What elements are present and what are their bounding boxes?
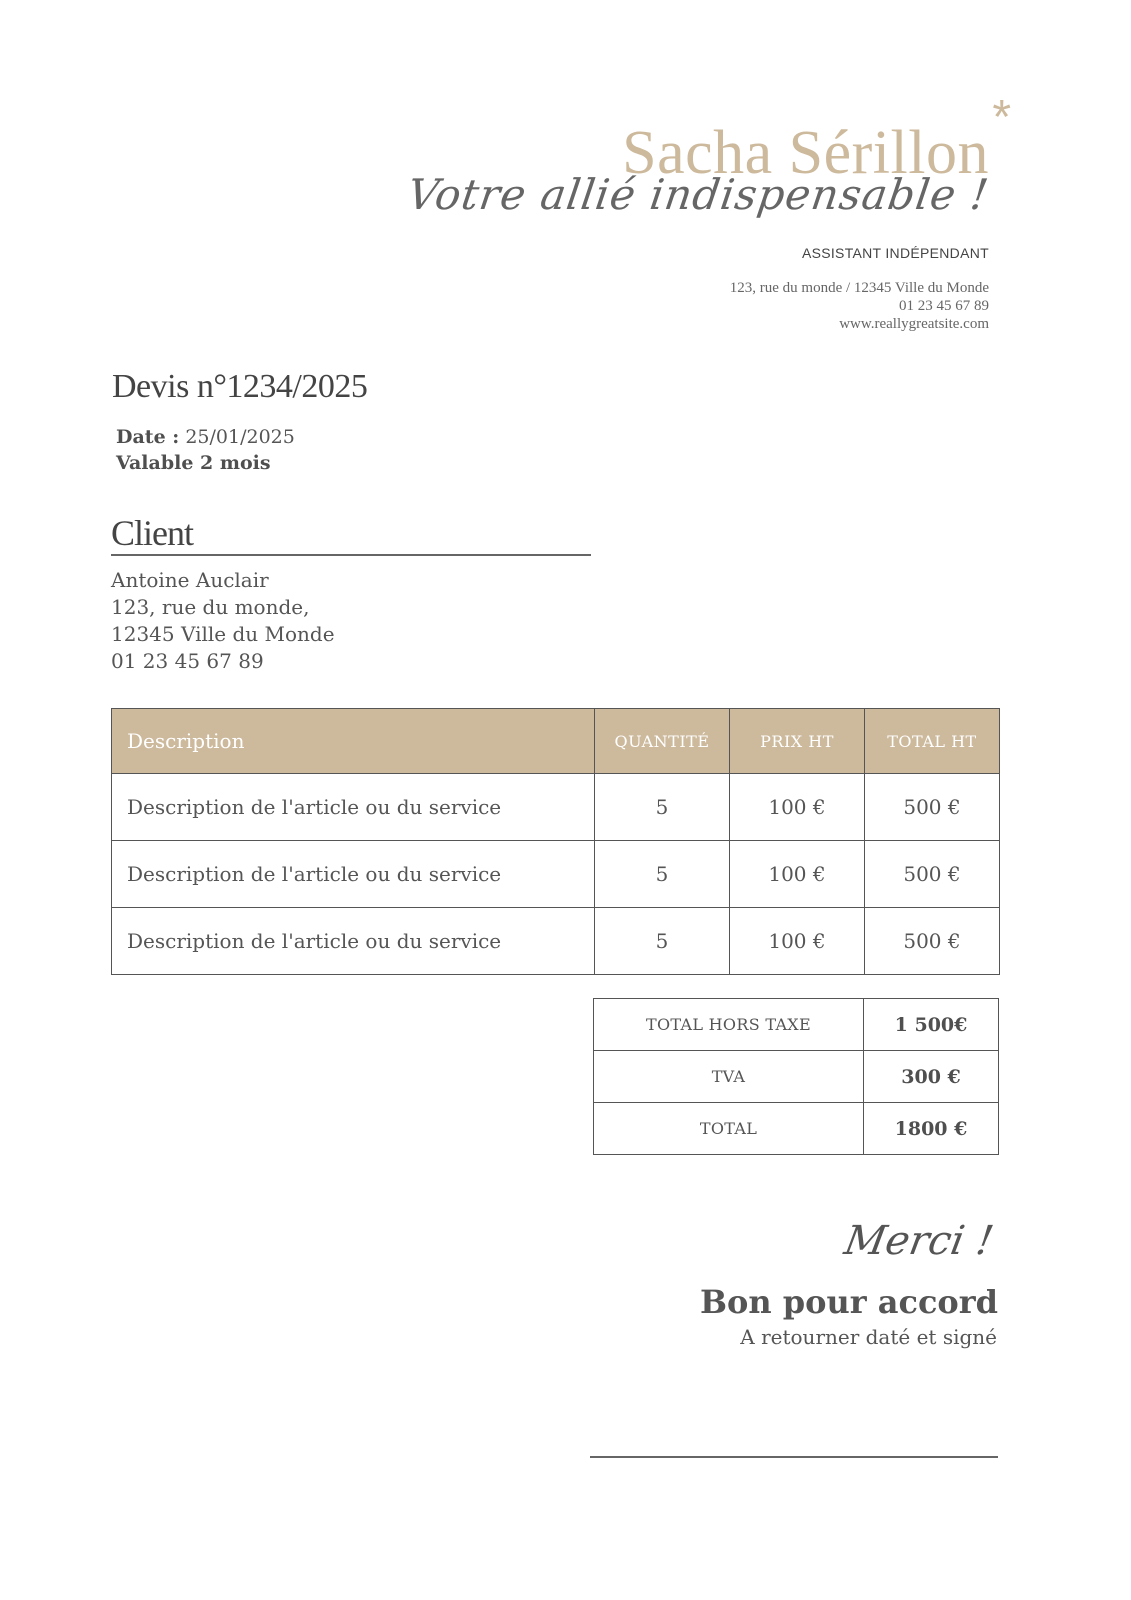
grand-total-value: 1800 € [864, 1103, 999, 1155]
quote-date [116, 426, 295, 448]
asterisk-icon: * [992, 91, 1011, 144]
brand-name: Sacha Sérillon [622, 119, 989, 187]
client-name: Antoine Auclair [111, 568, 269, 592]
client-street: 123, rue du monde, [111, 595, 310, 619]
tva-value: 300 € [864, 1051, 999, 1103]
quote-validity: Valable 2 mois [116, 452, 271, 474]
client-divider [111, 554, 591, 556]
totals-row [594, 1103, 999, 1155]
client-city: 12345 Ville du Monde [111, 622, 335, 646]
tagline: Votre allié indispensable ! [404, 170, 993, 219]
item-unit-price: 100 € [730, 841, 865, 908]
tva-label: TVA [594, 1051, 864, 1103]
contact-website: www.reallygreatsite.com [839, 316, 989, 332]
contact-address: 123, rue du monde / 12345 Ville du Monde [729, 280, 989, 296]
item-description: Description de l'article ou du service [112, 841, 595, 908]
item-quantity: 5 [595, 908, 730, 975]
item-unit-price: 100 € [730, 908, 865, 975]
item-total: 500 € [865, 841, 1000, 908]
totals-table [593, 998, 999, 1155]
header-unit-price: PRIX HT [730, 709, 865, 774]
table-row [112, 774, 1000, 841]
thanks-note: Merci ! [841, 1218, 998, 1264]
header-total: TOTAL HT [865, 709, 1000, 774]
item-quantity: 5 [595, 774, 730, 841]
quote-date-value: 25/01/2025 [185, 426, 295, 448]
items-header-row [112, 709, 1000, 774]
client-phone: 01 23 45 67 89 [111, 649, 264, 673]
item-description: Description de l'article ou du service [112, 774, 595, 841]
items-table [111, 708, 1000, 975]
table-row [112, 841, 1000, 908]
header-description: Description [112, 709, 595, 774]
header-quantity: QUANTITÉ [595, 709, 730, 774]
item-total: 500 € [865, 908, 1000, 975]
item-unit-price: 100 € [730, 774, 865, 841]
agreement-subtitle: A retourner daté et signé [740, 1325, 997, 1349]
quote-title: Devis n°1234/2025 [112, 368, 368, 405]
client-heading: Client [111, 513, 193, 553]
item-description: Description de l'article ou du service [112, 908, 595, 975]
total-ht-label: TOTAL HORS TAXE [594, 999, 864, 1051]
signature-line [590, 1456, 998, 1458]
quote-date-label: Date : [116, 426, 180, 448]
grand-total-label: TOTAL [594, 1103, 864, 1155]
agreement-title: Bon pour accord [699, 1283, 998, 1321]
item-quantity: 5 [595, 841, 730, 908]
total-ht-value: 1 500€ [864, 999, 999, 1051]
role-label: ASSISTANT INDÉPENDANT [801, 245, 989, 261]
item-total: 500 € [865, 774, 1000, 841]
totals-row [594, 999, 999, 1051]
table-row [112, 908, 1000, 975]
totals-row [594, 1051, 999, 1103]
contact-phone: 01 23 45 67 89 [899, 298, 989, 314]
